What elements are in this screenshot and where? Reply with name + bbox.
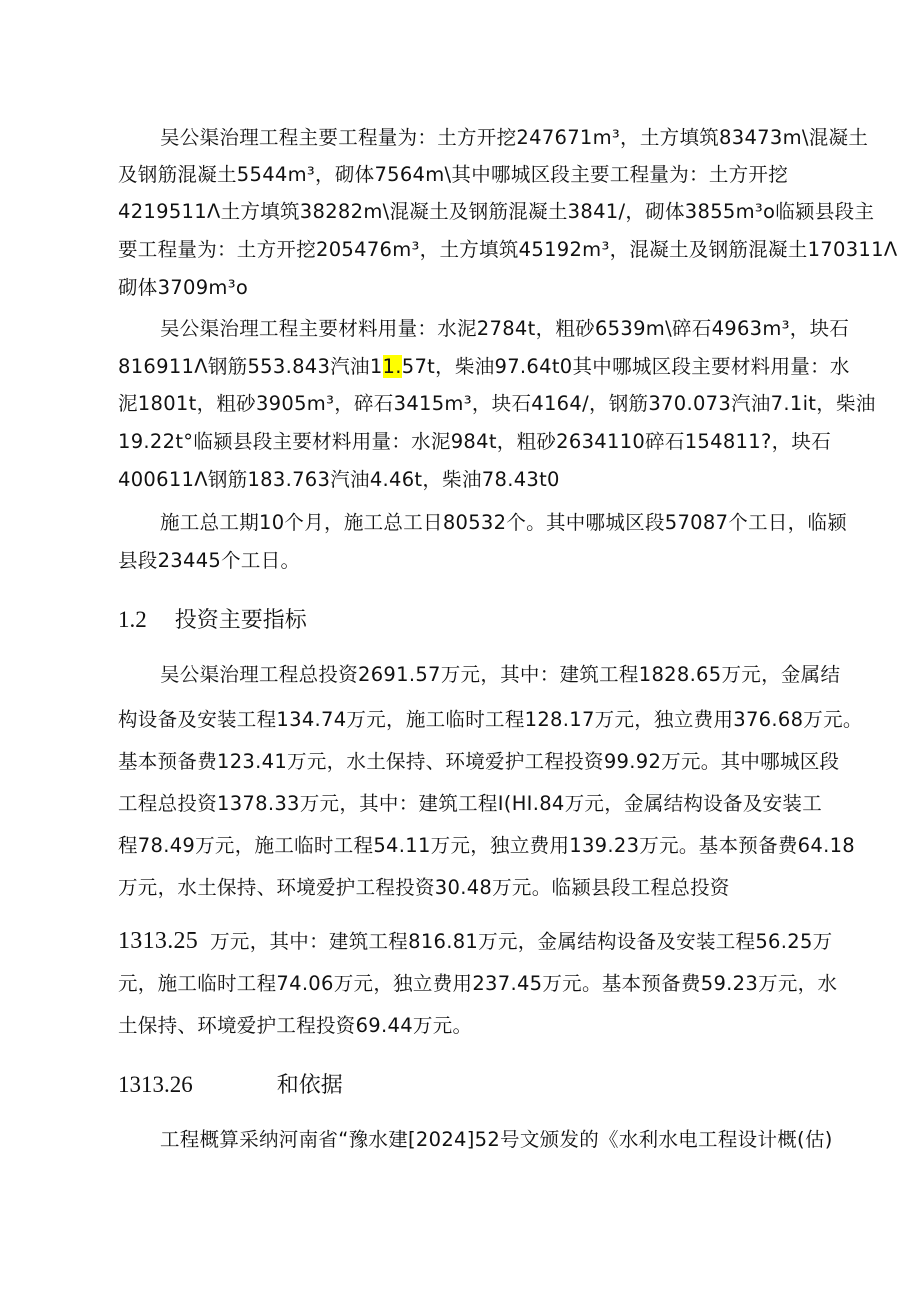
section-heading-basis [118, 1071, 343, 1100]
para2-line-5: 400611Λ钢筋183.763汽油4.46t，柴油78.43t0 [118, 468, 560, 491]
para1-line-5: 砌体3709m³o [118, 276, 249, 299]
para5-line-3: 土保持、环境爱护工程投资69.44万元。 [118, 1014, 473, 1037]
para2-line-2 [118, 355, 850, 379]
section-title: 和依据 [276, 1073, 343, 1098]
para2-line-1: 吴公渠治理工程主要材料用量：水泥2784t，粗砂6539m\碎石4963m³，块石 [160, 317, 850, 340]
para5-line-2: 元，施工临时工程74.06万元，独立费用237.45万元。基本预备费59.23万元，水 [118, 972, 838, 995]
para4-line-3: 基本预备费123.41万元，水土保持、环境爱护工程投资99.92万元。其中哪城区段 [118, 750, 840, 773]
para5-line-1-rest: 万元，其中：建筑工程816.81万元，金属结构设备及安装工程56.25万 [210, 930, 833, 953]
para4-line-1: 吴公渠治理工程总投资2691.57万元，其中：建筑工程1828.65万元，金属结 [160, 663, 841, 686]
para3-line-2: 县段23445个工日。 [118, 549, 301, 572]
large-number: 1313.25 [118, 928, 199, 954]
para6-line-1: 工程概算采纳河南省“豫水建[2024]52号文颁发的《水利水电工程设计概(估) [160, 1128, 833, 1151]
section-heading-investment [118, 606, 307, 635]
para4-line-6: 万元，水土保持、环境爱护工程投资30.48万元。临颍县段工程总投资 [118, 876, 730, 899]
para5-line-1 [118, 929, 832, 954]
para1-line-4: 要工程量为：土方开挖205476m³，土方填筑45192m³，混凝土及钢筋混凝土170311Λ [118, 238, 898, 261]
para1-line-2: 及钢筋混凝土5544m³，砌体7564m\其中哪城区段主要工程量为：土方开挖 [118, 163, 789, 186]
para4-line-5: 程78.49万元，施工临时工程54.11万元，独立费用139.23万元。基本预备费64.18 [118, 834, 856, 857]
section-title: 投资主要指标 [174, 608, 307, 633]
para1-line-1: 吴公渠治理工程主要工程量为：土方开挖247671m³，土方填筑83473m\混凝土 [160, 126, 869, 149]
highlighted-text: 1. [382, 355, 402, 378]
para2-line-4: 19.22t°临颍县段主要材料用量：水泥984t，粗砂2634110碎石154811?，块石 [118, 430, 832, 453]
para2-line-2-after: 57t，柴油97.64t0其中哪城区段主要材料用量：水 [401, 355, 850, 378]
para2-line-2-before: 816911Λ钢筋553.843汽油1 [118, 355, 383, 378]
para1-line-3: 4219511Λ土方填筑38282m\混凝土及钢筋混凝土3841/，砌体3855m³o临颍县段主 [118, 200, 875, 223]
para4-line-2: 构设备及安装工程134.74万元，施工临时工程128.17万元，独立费用376.68万元。 [118, 708, 863, 731]
para2-line-3: 泥1801t，粗砂3905m³，碎石3415m³，块石4164/，钢筋370.073汽油7.1it，柴油 [118, 392, 876, 415]
para4-line-4: 工程总投资1378.33万元，其中：建筑工程I(HI.84万元，金属结构设备及安装工 [118, 792, 823, 815]
section-number: 1.2 [118, 607, 147, 632]
para3-line-1: 施工总工期10个月，施工总工日80532个。其中哪城区段57087个工日，临颍 [160, 511, 848, 534]
section-number: 1313.26 [118, 1072, 193, 1097]
